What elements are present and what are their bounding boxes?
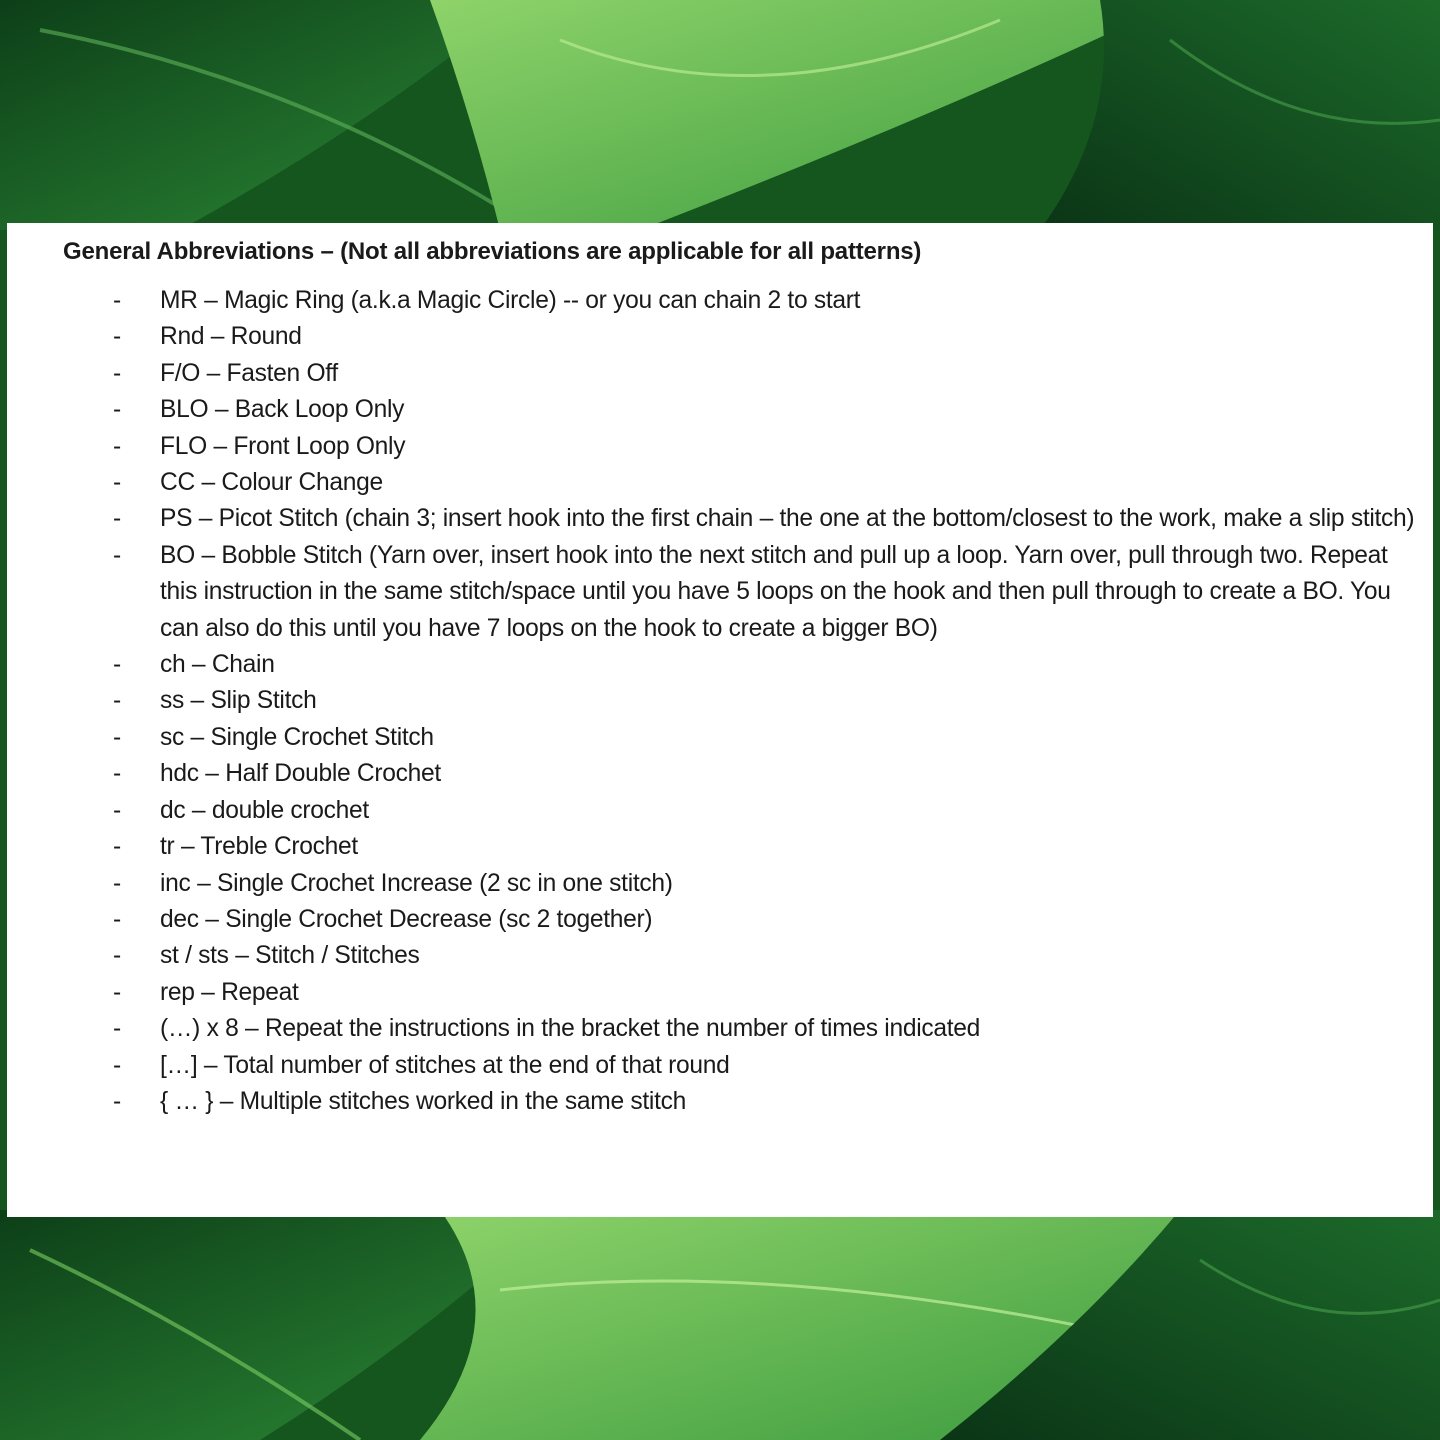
list-item [63, 720, 1433, 756]
list-item [63, 465, 1433, 501]
bullet-dash: - [113, 833, 121, 861]
bullet-dash: - [113, 760, 121, 788]
abbreviation-text: { … } – Multiple stitches worked in the same stitch [160, 1087, 687, 1115]
list-item [63, 938, 1433, 974]
bullet-dash: - [113, 1087, 121, 1115]
abbreviation-list [63, 283, 1433, 1120]
bullet-dash: - [113, 396, 121, 424]
bullet-dash: - [113, 505, 121, 533]
list-item [63, 1011, 1433, 1047]
abbreviation-text: BLO – Back Loop Only [160, 396, 405, 424]
bullet-dash: - [113, 687, 121, 715]
list-item [63, 829, 1433, 865]
bullet-dash: - [113, 323, 121, 351]
abbreviation-text: tr – Treble Crochet [160, 833, 358, 861]
page-title: General Abbreviations – (Not all abbreviations are applicable for all patterns) [63, 238, 922, 265]
list-item [63, 283, 1433, 319]
list-item [63, 501, 1433, 537]
list-item [63, 756, 1433, 792]
bullet-dash: - [113, 432, 121, 460]
list-item [63, 902, 1433, 938]
list-item [63, 866, 1433, 902]
abbreviation-text: sc – Single Crochet Stitch [160, 723, 434, 751]
list-item [63, 1084, 1433, 1120]
abbreviation-text: rep – Repeat [160, 978, 299, 1006]
bullet-dash: - [113, 469, 121, 497]
list-item [63, 538, 1433, 647]
bullet-dash: - [113, 978, 121, 1006]
abbreviation-text: (…) x 8 – Repeat the instructions in the bracket the number of times indicated [160, 1015, 981, 1043]
bullet-dash: - [113, 942, 121, 970]
bullet-dash: - [113, 541, 121, 569]
abbreviation-text: hdc – Half Double Crochet [160, 760, 441, 788]
bullet-dash: - [113, 723, 121, 751]
list-item [63, 356, 1433, 392]
abbreviation-text: CC – Colour Change [160, 469, 383, 497]
bullet-dash: - [113, 651, 121, 679]
list-item [63, 647, 1433, 683]
abbreviation-text: st / sts – Stitch / Stitches [160, 942, 420, 970]
abbreviation-text: inc – Single Crochet Increase (2 sc in one stitch) [160, 869, 673, 897]
list-item [63, 429, 1433, 465]
abbreviations-card [7, 223, 1433, 1217]
abbreviation-text: FLO – Front Loop Only [160, 432, 406, 460]
abbreviation-text: BO – Bobble Stitch (Yarn over, insert hook into the next stitch and pull up a loop. Yarn over, pull through two. Repeat this instruction in the same stitch/space until you have 5 loops on the hook and then pull through to create a BO. You can also do this until you have 7 loops on the hook to create a bigger BO) [160, 541, 1391, 642]
abbreviation-text: Rnd – Round [160, 323, 302, 351]
bullet-dash: - [113, 287, 121, 314]
abbreviation-text: ss – Slip Stitch [160, 687, 317, 715]
abbreviation-text: MR – Magic Ring (a.k.a Magic Circle) -- or you can chain 2 to start [160, 287, 861, 314]
bullet-dash: - [113, 1015, 121, 1043]
list-item [63, 793, 1433, 829]
list-item [63, 319, 1433, 355]
abbreviation-text: ch – Chain [160, 651, 275, 679]
list-item [63, 392, 1433, 428]
bullet-dash: - [113, 359, 121, 387]
bullet-dash: - [113, 905, 121, 933]
abbreviation-text: F/O – Fasten Off [160, 359, 338, 387]
abbreviation-text: dec – Single Crochet Decrease (sc 2 together) [160, 905, 653, 933]
list-item [63, 683, 1433, 719]
list-item [63, 975, 1433, 1011]
list-item [63, 1048, 1433, 1084]
abbreviation-text: PS – Picot Stitch (chain 3; insert hook into the first chain – the one at the bottom/closest to the work, make a slip stitch) [160, 505, 1415, 533]
bullet-dash: - [113, 869, 121, 897]
bullet-dash: - [113, 796, 121, 824]
abbreviation-text: […] – Total number of stitches at the end of that round [160, 1051, 730, 1079]
bullet-dash: - [113, 1051, 121, 1079]
abbreviation-text: dc – double crochet [160, 796, 369, 824]
